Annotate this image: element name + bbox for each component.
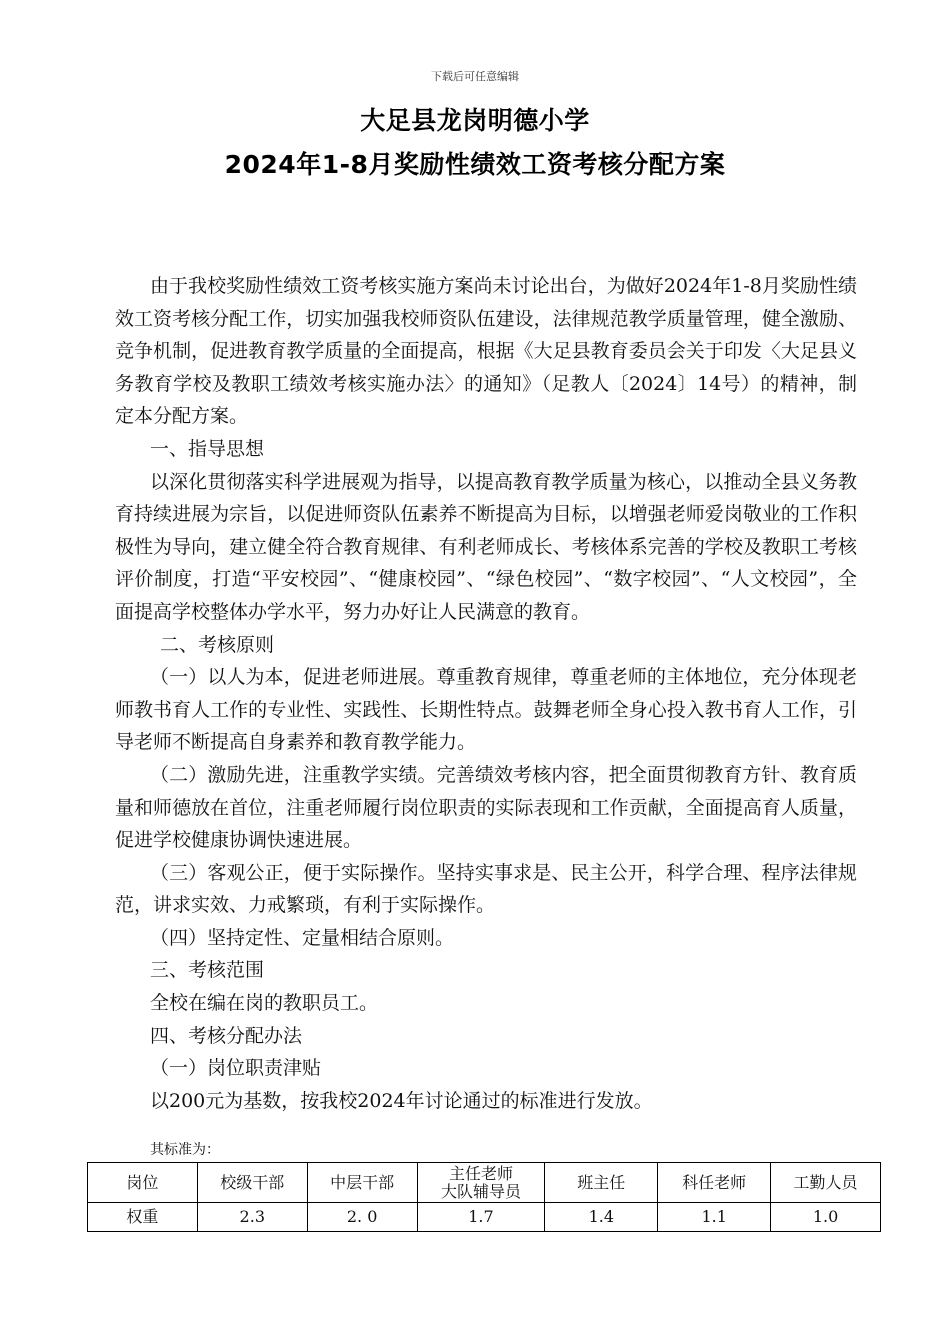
header-note: 下载后可任意编辑 xyxy=(431,70,519,83)
standard-label: 其标准为： xyxy=(150,1142,220,1158)
table-header-cell: 班主任 xyxy=(545,1163,658,1203)
section-heading-distribution: 四、考核分配办法 xyxy=(150,1024,303,1047)
principle-paragraph-4: （四）坚持定性、定量相结合原则。 xyxy=(150,926,455,949)
intro-paragraph: 由于我校奖励性绩效工资考核实施方案尚未讨论出台，为做好2024年1-8月奖励性绩效工资考核分配工作，切实加强我校师资队伍建设，法律规范教学质量管理，健全激励、竞争机制，促进教育教学质量的全面提高，根据《大足县教育委员会关于印发〈大足县义务教育学校及教职工绩效考核实施办法〉的通知》（足教人〔2024〕14号）的精神，制定本分配方案。 xyxy=(115,275,857,428)
table-cell: 1.0 xyxy=(771,1203,881,1232)
subsection-heading-allowance: （一）岗位职责津贴 xyxy=(150,1057,322,1080)
document-body xyxy=(115,270,857,1117)
principle-paragraph-2: （二）激励先进，注重教学实绩。完善绩效考核内容，把全面贯彻教育方针、教育质量和师德放在首位，注重老师履行岗位职责的实际表现和工作贡献，全面提高育人质量，促进学校健康协调快速进展。 xyxy=(115,763,857,852)
table-cell: 权重 xyxy=(88,1203,198,1232)
document-title: 大足县龙岗明德小学 xyxy=(360,106,590,135)
principle-paragraph-1: （一）以人为本，促进老师进展。尊重教育规律，尊重老师的主体地位，充分体现老师教书育人工作的专业性、实践性、长期性特点。鼓舞老师全身心投入教书育人工作，引导老师不断提高自身素养和教育教学能力。 xyxy=(115,666,857,754)
table-header-line: 主任老师 xyxy=(448,1163,513,1183)
document-subtitle: 2024年1-8月奖励性绩效工资考核分配方案 xyxy=(224,150,726,179)
table-header-cell: 中层干部 xyxy=(307,1163,417,1203)
table-header-line: 大队辅导员 xyxy=(440,1181,521,1201)
table-cell: 1.1 xyxy=(658,1203,771,1232)
section-heading-principles: 二、考核原则 xyxy=(160,633,275,656)
table-header-cell: 工勤人员 xyxy=(771,1163,881,1203)
allowance-paragraph: 以200元为基数，按我校2024年讨论通过的标准进行发放。 xyxy=(150,1089,653,1112)
section-heading-scope: 三、考核范围 xyxy=(150,959,265,982)
weight-table xyxy=(87,1162,881,1232)
table-header-cell: 科任老师 xyxy=(658,1163,771,1203)
table-header-cell: 校级干部 xyxy=(197,1163,307,1203)
guiding-ideology-paragraph: 以深化贯彻落实科学进展观为指导，以提高教育教学质量为核心，以推动全县义务教育持续进展为宗旨，以促进师资队伍素养不断提高为目标，以增强老师爱岗敬业的工作积极性为导向，建立健全符合教育规律、有利老师成长、考核体系完善的学校及教职工考核评价制度，打造“平安校园”、“健康校园”、“绿色校园”、“数字校园”、“人文校园”，全面提高学校整体办学水平，努力办好让人民满意的教育。 xyxy=(115,470,857,623)
table-row xyxy=(88,1203,881,1232)
principle-paragraph-3: （三）客观公正，便于实际操作。坚持实事求是、民主公开，科学合理、程序法律规范，讲求实效、力戒繁琐，有利于实际操作。 xyxy=(115,861,857,917)
table-cell: 2. 0 xyxy=(307,1203,417,1232)
table-header-cell: 岗位 xyxy=(88,1163,198,1203)
table-cell: 1.4 xyxy=(545,1203,658,1232)
table-header-cell xyxy=(417,1163,545,1203)
scope-paragraph: 全校在编在岗的教职员工。 xyxy=(150,992,379,1015)
table-cell: 2.3 xyxy=(197,1203,307,1232)
table-header-row xyxy=(88,1163,881,1203)
section-heading-guiding-ideology: 一、指导思想 xyxy=(150,437,265,460)
table-cell: 1.7 xyxy=(417,1203,545,1232)
